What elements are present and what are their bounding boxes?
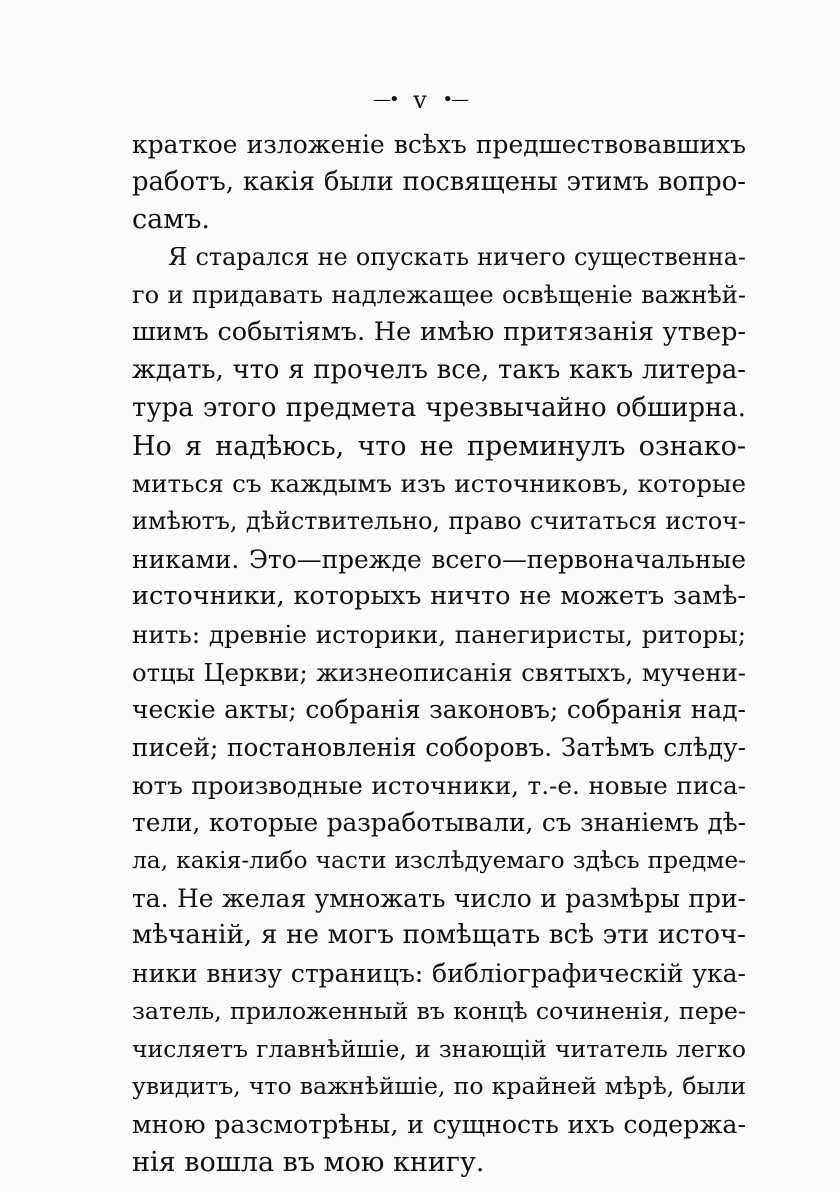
text-line: отцы Церкви; жизнеописанія святыхъ, мучени- (132, 657, 746, 687)
paragraph-2 (132, 239, 746, 1181)
page-number: v (413, 85, 427, 114)
text-line: мною разсмотрѣны, и сущность ихъ содержа- (132, 1109, 746, 1139)
text-line: шимъ событіямъ. Не имѣю притязанія утвер- (132, 317, 746, 348)
text-line: ла, какія-либо части изслѣдуемаго здѣсь предме- (132, 847, 746, 875)
text-line: мѣчаній, я не могъ помѣщать всѣ эти источ- (132, 920, 746, 951)
text-line: источники, которыхъ ничто не можетъ замѣ- (132, 581, 746, 612)
text-line: краткое изложеніе всѣхъ предшествовавшихъ (132, 130, 746, 159)
text-line: Но я надѣюсь, что не преминулъ ознако- (132, 430, 746, 462)
text-line: затель, приложенный въ концѣ сочиненія, пере- (132, 996, 746, 1025)
text-line: имѣютъ, дѣйствительно, право считаться источ- (132, 506, 746, 535)
text-line: самъ. (132, 204, 210, 236)
text-line: миться съ каждымъ изъ источниковъ, которые (132, 469, 746, 499)
text-line: никами. Это—прежде всего—первоначальные (132, 544, 746, 574)
text-line: ютъ производные источники, т.-е. новые писа- (132, 770, 746, 800)
text-line: увидитъ, что важнѣйшіе, по крайней мѣрѣ, были (132, 1072, 746, 1101)
page-header (0, 83, 840, 115)
text-line: ческіе акты; собранія законовъ; собранія над- (132, 695, 746, 725)
text-line: писей; постановленія соборовъ. Затѣмъ слѣду- (132, 733, 746, 762)
text-line: та. Не желая умножать число и размѣры при- (132, 883, 746, 913)
paragraph-1 (132, 126, 746, 239)
text-line: тура этого предмета чрезвычайно обширна. (132, 392, 746, 423)
body-text (132, 126, 746, 1181)
text-line: нить: древніе историки, панегиристы, риторы; (132, 619, 746, 649)
text-line: го и придавать надлежащее освѣщеніе важнѣй- (132, 280, 746, 309)
text-line: работъ, какія были посвящены этимъ вопро- (132, 166, 746, 197)
text-line: ники внизу страницъ: библіографическій ука- (132, 959, 746, 989)
text-line: числяетъ главнѣйшіе, и знающій читатель легко (132, 1034, 746, 1063)
text-line: Я старался не опускать ничего существенна- (168, 243, 746, 272)
text-line: ждать, что я прочелъ все, такъ какъ литера- (132, 355, 746, 386)
text-line: тели, которые разработывали, съ знаніемъ дѣ- (132, 808, 746, 838)
folio-ornament-right: •— (442, 88, 468, 110)
folio-ornament-left: —• (372, 88, 398, 110)
text-line: нія вошла въ мою книгу. (132, 1146, 485, 1178)
